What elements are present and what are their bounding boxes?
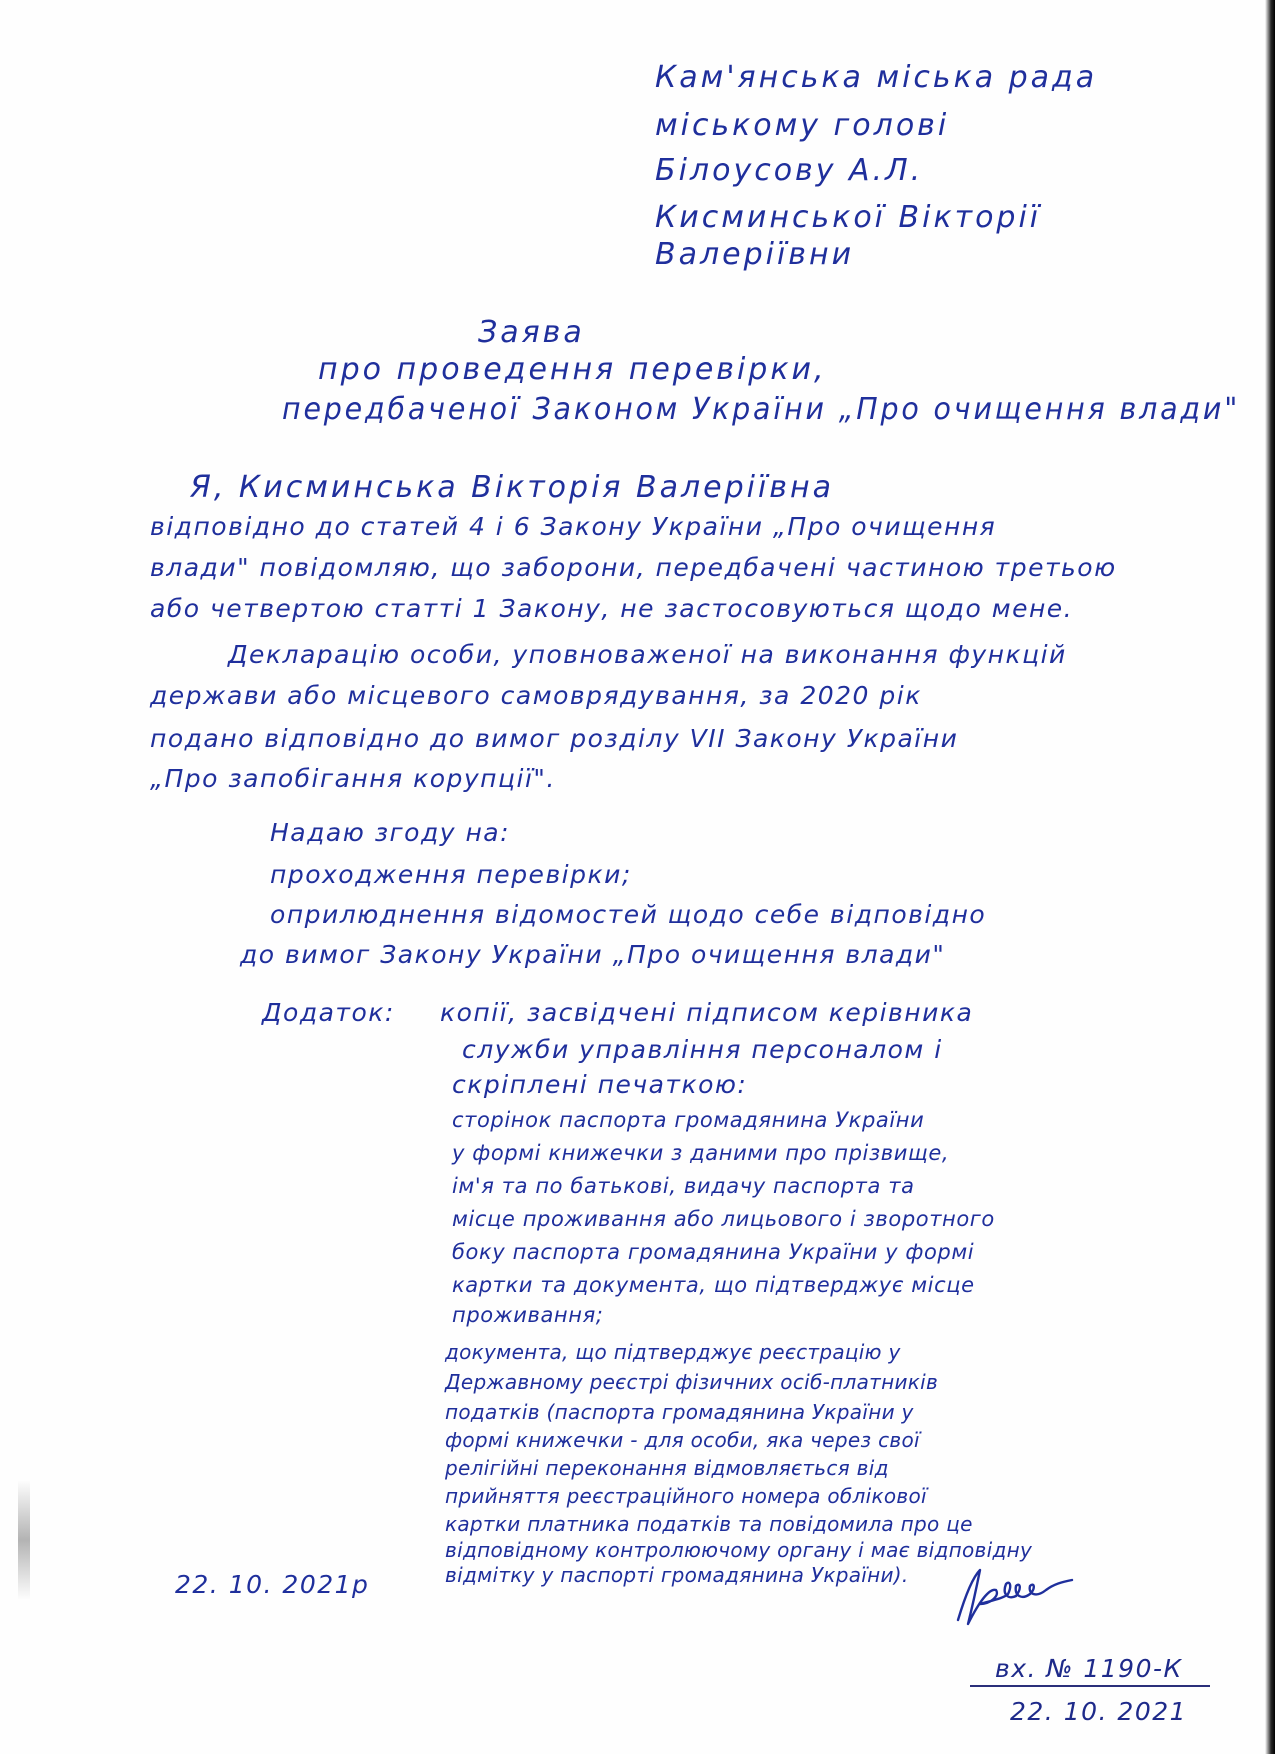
attachment-item-line: податків (паспорта громадянина України у bbox=[445, 1400, 914, 1424]
attachment-item-line: місце проживання або лицьового і зворотного bbox=[452, 1207, 995, 1231]
doc-subtitle-2: передбаченої Законом України „Про очищення влади" bbox=[282, 392, 1241, 427]
sender-line-2: Валеріївни bbox=[655, 237, 855, 272]
signature bbox=[950, 1560, 1080, 1630]
body-line: відповідно до статей 4 і 6 Закону України „Про очищення bbox=[150, 512, 997, 541]
attachment-item-line: картки та документа, що підтверджує місце bbox=[452, 1273, 975, 1297]
attachment-item-line: проживання; bbox=[452, 1303, 604, 1327]
consent-line: до вимог Закону України „Про очищення влади" bbox=[240, 940, 946, 969]
application-date: 22. 10. 2021р bbox=[175, 1570, 370, 1599]
body-line: подано відповідно до вимог розділу VII Закону України bbox=[150, 724, 959, 753]
registration-date: 22. 10. 2021 bbox=[1010, 1697, 1188, 1726]
doc-subtitle-1: про проведення перевірки, bbox=[318, 352, 827, 387]
attachment-item-line: формі книжечки - для особи, яка через свої bbox=[445, 1428, 920, 1452]
attachment-item-line: сторінок паспорта громадянина України bbox=[452, 1108, 925, 1132]
body-line: влади" повідомляю, що заборони, передбачені частиною третьою bbox=[150, 553, 1117, 582]
attachment-item-line: відмітку у паспорті громадянина України). bbox=[445, 1563, 909, 1587]
body-line: Декларацію особи, уповноваженої на виконання функцій bbox=[228, 640, 1067, 669]
recipient-role: міському голові bbox=[655, 108, 950, 143]
consent-line: Надаю згоду на: bbox=[270, 818, 511, 847]
attachment-intro: скріплені печаткою: bbox=[452, 1070, 748, 1099]
consent-line: проходження перевірки; bbox=[270, 860, 632, 889]
attachment-item-line: прийняття реєстраційного номера облікової bbox=[445, 1484, 927, 1508]
recipient-org: Кам'янська міська рада bbox=[655, 60, 1098, 95]
attachment-label: Додаток: bbox=[262, 998, 395, 1027]
body-line: Я, Кисминська Вікторія Валеріївна bbox=[190, 470, 834, 505]
body-line: держави або місцевого самоврядування, за 2020 рік bbox=[150, 681, 922, 710]
attachment-item-line: картки платника податків та повідомила про це bbox=[445, 1512, 973, 1536]
consent-line: оприлюднення відомостей щодо себе відповідно bbox=[270, 900, 987, 929]
doc-heading: Заява bbox=[478, 315, 585, 350]
attachment-intro: служби управління персоналом і bbox=[462, 1035, 943, 1064]
attachment-item-line: боку паспорта громадянина України у формі bbox=[452, 1240, 975, 1264]
attachment-item-line: Державному реєстрі фізичних осіб-платників bbox=[445, 1370, 939, 1394]
scan-edge-left bbox=[18, 1480, 30, 1600]
sender-line-1: Кисминської Вікторії bbox=[655, 200, 1042, 235]
body-line: „Про запобігання корупції". bbox=[150, 764, 556, 793]
attachment-item-line: ім'я та по батькові, видачу паспорта та bbox=[452, 1174, 915, 1198]
attachment-item-line: документа, що підтверджує реєстрацію у bbox=[445, 1340, 901, 1364]
scan-edge-right bbox=[1265, 0, 1275, 1754]
attachment-item-line: релігійні переконання відмовляється від bbox=[445, 1456, 889, 1480]
recipient-name: Білоусову А.Л. bbox=[655, 153, 924, 188]
attachment-item-line: відповідному контролюючому органу і має відповідну bbox=[445, 1538, 1033, 1562]
attachment-item-line: у формі книжечки з даними про прізвище, bbox=[452, 1141, 950, 1165]
registration-rule bbox=[970, 1685, 1210, 1687]
registration-number: вх. № 1190-К bbox=[995, 1654, 1183, 1683]
body-line: або четвертою статті 1 Закону, не застосовуються щодо мене. bbox=[150, 594, 1074, 623]
attachment-intro: копії, засвідчені підписом керівника bbox=[440, 998, 974, 1027]
